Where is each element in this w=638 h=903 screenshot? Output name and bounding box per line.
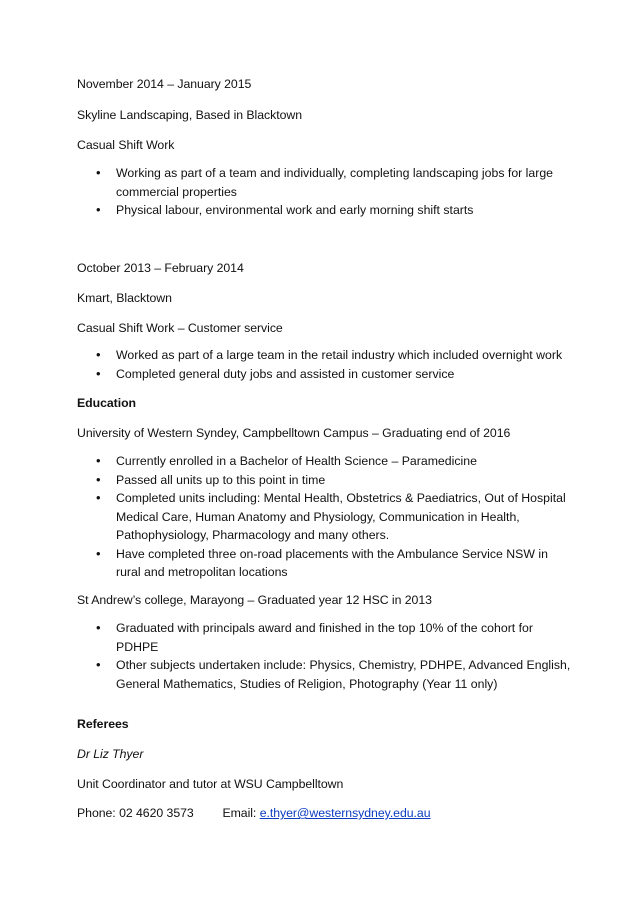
university-title: University of Western Syndey, Campbelltown Campus – Graduating end of 2016 [77,426,511,440]
job-2-role: Casual Shift Work – Customer service [77,321,283,335]
list-item: • Have completed three on-road placements with the Ambulance Service NSW in rural and metropolitan locations [96,545,574,582]
email-label: Email: [222,806,257,820]
referee-name: Dr Liz Thyer [77,747,144,761]
job-1-duties-list [96,164,566,220]
university-details-list [96,452,574,582]
job-2-dates: October 2013 – February 2014 [77,261,244,275]
education-heading: Education [77,396,136,410]
list-item: • Working as part of a team and individually, completing landscaping jobs for large commercial properties [96,164,566,201]
list-item: • Worked as part of a large team in the retail industry which included overnight work [96,346,576,365]
list-item: • Graduated with principals award and finished in the top 10% of the cohort for PDHPE [96,619,576,656]
list-item: • Completed units including: Mental Health, Obstetrics & Paediatrics, Out of Hospital Medical Care, Human Anatomy and Physiology, Communication in Health, Pathophysiology, Pharmacology and many others. [96,489,574,545]
phone-label: Phone: [77,806,116,820]
list-item: • Physical labour, environmental work and early morning shift starts [96,201,566,220]
job-1-dates: November 2014 – January 2015 [77,77,252,91]
job-2-employer: Kmart, Blacktown [77,291,172,305]
list-item: • Passed all units up to this point in time [96,471,574,490]
school-title: St Andrew’s college, Marayong – Graduated year 12 HSC in 2013 [77,593,432,607]
email-link[interactable]: e.thyer@westernsydney.edu.au [259,806,431,820]
job-1-role: Casual Shift Work [77,138,175,152]
list-item: • Other subjects undertaken include: Physics, Chemistry, PDHPE, Advanced English, General Mathematics, Studies of Religion, Photography (Year 11 only) [96,656,576,693]
list-item: • Completed general duty jobs and assisted in customer service [96,365,576,384]
list-item: • Currently enrolled in a Bachelor of Health Science – Paramedicine [96,452,574,471]
job-2-duties-list [96,346,576,383]
school-details-list [96,619,576,693]
referees-heading: Referees [77,717,129,731]
job-1-employer: Skyline Landscaping, Based in Blacktown [77,108,302,122]
referee-contact [77,806,431,820]
referee-position: Unit Coordinator and tutor at WSU Campbelltown [77,777,344,791]
phone-number: 02 4620 3573 [119,806,194,820]
